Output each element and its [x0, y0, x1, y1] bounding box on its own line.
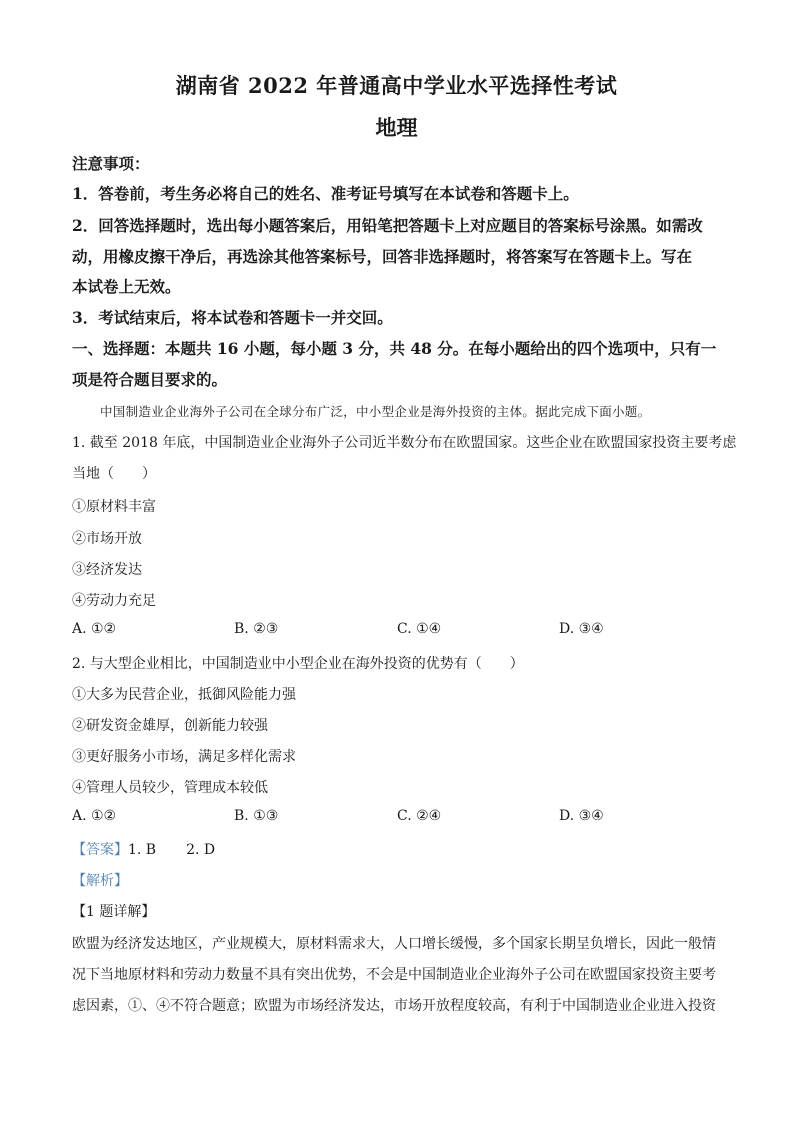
notice-item-3: 3．考试结束后，将本试卷和答题卡一并交回。 [72, 308, 393, 327]
detail-heading: 【1 题详解】 [72, 904, 156, 920]
question-1-stem: 1. 截至 2018 年底，中国制造业企业海外子公司近半数分布在欧盟国家。这些企业在欧盟国家投资主要考虑 [72, 435, 737, 451]
material-intro: 中国制造业企业海外子公司在全球分布广泛，中小型企业是海外投资的主体。据此完成下面小题。 [100, 404, 651, 419]
answer-q1: 1. B [128, 842, 157, 858]
answer-label: 【答案】 [72, 842, 128, 858]
question-2-item-3: ③更好服务小市场，满足多样化需求 [72, 749, 296, 765]
question-1-option-d: D. ③④ [559, 621, 604, 637]
question-1-item-1: ①原材料丰富 [72, 499, 156, 515]
question-1-option-a: A. ①② [72, 621, 117, 637]
question-2-item-4: ④管理人员较少，管理成本较低 [72, 780, 268, 796]
question-2-option-d: D. ③④ [559, 808, 604, 824]
notice-item-2-cont2: 本试卷上无效。 [72, 277, 181, 296]
question-1-item-2: ②市场开放 [72, 531, 142, 547]
notice-item-1: 1．答卷前，考生务必将自己的姓名、准考证号填写在本试卷和答题卡上。 [72, 184, 579, 203]
section-heading: 一、选择题：本题共 16 小题，每小题 3 分，共 48 分。在每小题给出的四个选项中，只有一 [72, 339, 717, 358]
question-1-item-3: ③经济发达 [72, 562, 142, 578]
analysis-line-3: 虑因素，①、④不符合题意；欧盟为市场经济发达，市场开放程度较高，有利于中国制造业企业进入投资 [72, 998, 716, 1014]
question-2-option-b: B. ①③ [234, 808, 279, 824]
question-1-option-b: B. ②③ [234, 621, 279, 637]
question-2-item-1: ①大多为民营企业，抵御风险能力强 [72, 687, 296, 703]
notice-item-2-cont: 动，用橡皮擦干净后，再选涂其他答案标号，回答非选择题时，将答案写在答题卡上。写在 [72, 247, 693, 266]
question-2-option-a: A. ①② [72, 808, 117, 824]
answer-row [72, 839, 215, 859]
question-1-option-c: C. ①④ [397, 621, 442, 637]
notice-item-2: 2．回答选择题时，选出每小题答案后，用铅笔把答题卡上对应题目的答案标号涂黑。如需改 [72, 216, 703, 235]
section-heading-cont: 项是符合题目要求的。 [72, 370, 228, 389]
question-2-option-c: C. ②④ [397, 808, 442, 824]
analysis-line-1: 欧盟为经济发达地区，产业规模大，原材料需求大，人口增长缓慢，多个国家长期呈负增长，因此一般情 [72, 936, 716, 952]
subject-title: 地理 [375, 115, 418, 140]
question-1-item-4: ④劳动力充足 [72, 593, 156, 609]
question-2-stem: 2. 与大型企业相比，中国制造业中小型企业在海外投资的优势有（ ） [72, 656, 524, 672]
notice-heading: 注意事项： [72, 154, 150, 173]
exam-title: 湖南省 2022 年普通高中学业水平选择性考试 [175, 73, 618, 98]
question-1-stem-cont: 当地（ ） [72, 466, 156, 482]
analysis-label: 【解析】 [72, 873, 128, 889]
analysis-line-2: 况下当地原材料和劳动力数量不具有突出优势，不会是中国制造业企业海外子公司在欧盟国家投资主要考 [72, 967, 716, 983]
answer-q2: 2. D [186, 842, 216, 858]
question-2-item-2: ②研发资金雄厚，创新能力较强 [72, 718, 268, 734]
